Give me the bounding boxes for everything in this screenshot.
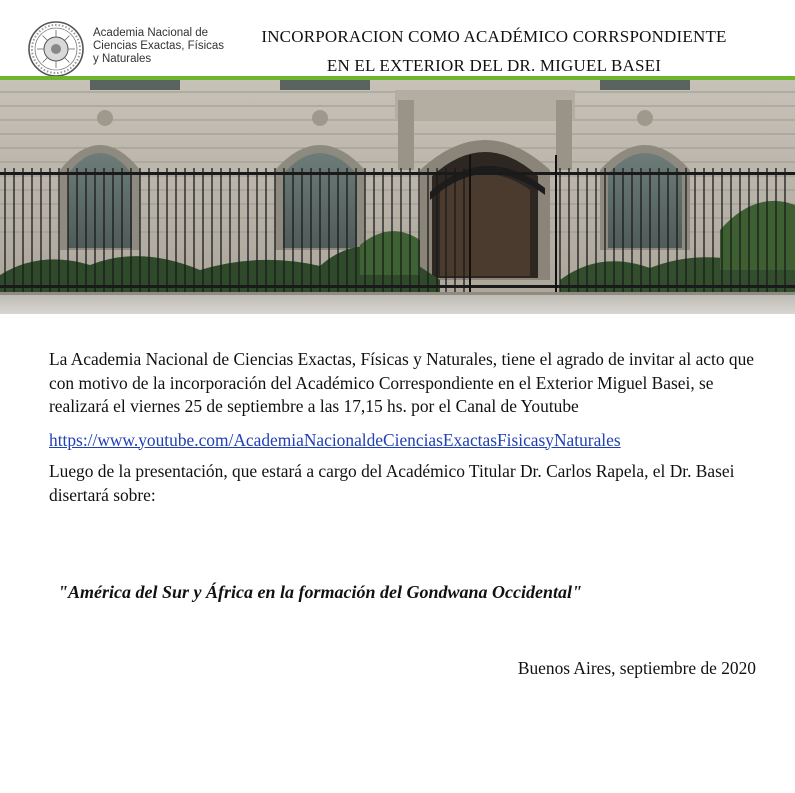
invitation-paragraph: La Academia Nacional de Ciencias Exactas, Físicas y Naturales, tiene el agrado de invitar al acto que con motivo de la incorporación del Académico Correspondiente en el Exterior Miguel Basei, se realizará el viernes 25 de septiembre a las 17,15 hs. por el Canal de Youtube [49,349,754,416]
lecture-title: "América del Sur y África en la formación del Gondwana Occidental" [58,582,582,602]
academy-name-line-1: Academia Nacional de [93,27,209,39]
document-title-line-2: EN EL EXTERIOR DEL DR. MIGUEL BASEI [326,56,662,75]
invitation-body [49,348,761,507]
academy-building-photo [0,80,795,314]
academy-name-line-2: Ciencias Exactas, Físicas [93,40,225,52]
youtube-channel-link[interactable]: https://www.youtube.com/AcademiaNacionaldeCienciasExactasFisicasyNaturales [49,429,621,450]
academy-name-line-3: y Naturales [93,53,152,65]
place-and-date: Buenos Aires, septiembre de 2020 [517,658,756,678]
header [0,0,795,80]
document-title-line-1: INCORPORACION COMO ACADÉMICO CORRSPONDIENTE [261,27,727,46]
academy-name [93,27,233,66]
document-title [228,22,760,80]
academy-seal-logo [27,20,85,78]
presentation-paragraph: Luego de la presentación, que estará a cargo del Académico Titular Dr. Carlos Rapela, el Dr. Basei disertará sobre: [49,461,735,505]
